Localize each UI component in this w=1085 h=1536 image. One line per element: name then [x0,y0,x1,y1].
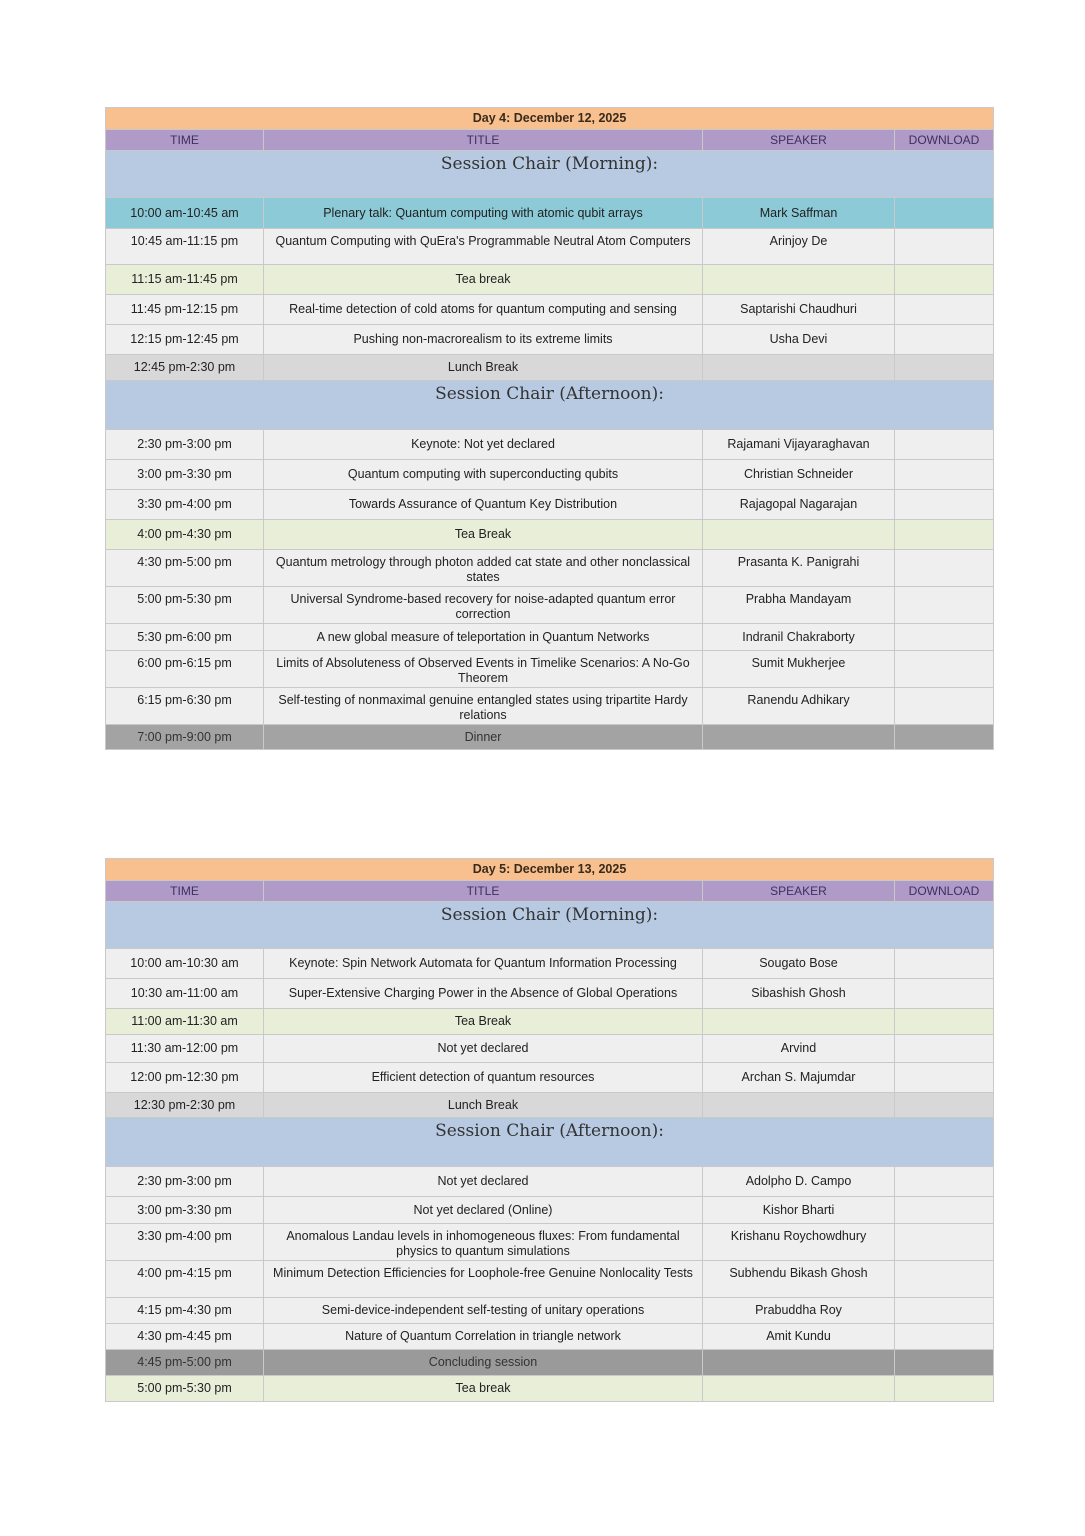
table-row [106,1197,994,1224]
time-cell: 10:30 am-11:00 am [106,979,264,1009]
time-cell: 4:15 pm-4:30 pm [106,1298,264,1324]
title-cell: Lunch Break [264,355,703,381]
day-title: Day 4: December 12, 2025 [106,108,994,130]
speaker-cell: Krishanu Roychowdhury [703,1224,895,1261]
download-cell[interactable] [895,355,994,381]
speaker-cell: Sougato Bose [703,949,895,979]
table-row [106,265,994,295]
download-cell[interactable] [895,1350,994,1376]
title-cell: Pushing non-macrorealism to its extreme limits [264,325,703,355]
speaker-cell [703,1376,895,1402]
table-row [106,355,994,381]
table-row [106,295,994,325]
table-row [106,1224,994,1261]
download-cell[interactable] [895,1224,994,1261]
download-cell[interactable] [895,550,994,587]
day-title: Day 5: December 13, 2025 [106,859,994,881]
speaker-cell: Subhendu Bikash Ghosh [703,1261,895,1298]
download-cell[interactable] [895,430,994,460]
title-cell: Semi-device-independent self-testing of unitary operations [264,1298,703,1324]
speaker-cell: Amit Kundu [703,1324,895,1350]
download-cell[interactable] [895,979,994,1009]
table-row [106,688,994,725]
day5-schedule-table [105,858,994,1402]
download-cell[interactable] [895,1167,994,1197]
table-row [106,1298,994,1324]
table-row [106,624,994,651]
speaker-cell [703,1093,895,1118]
title-cell: Not yet declared [264,1167,703,1197]
column-header-download: DOWNLOAD [895,130,994,151]
title-cell: Anomalous Landau levels in inhomogeneous fluxes: From fundamental physics to quantum simulations [264,1224,703,1261]
column-header-title: TITLE [264,130,703,151]
time-cell: 3:30 pm-4:00 pm [106,490,264,520]
speaker-cell: Arvind [703,1035,895,1063]
table-row [106,1035,994,1063]
time-cell: 7:00 pm-9:00 pm [106,725,264,750]
title-cell: Nature of Quantum Correlation in triangle network [264,1324,703,1350]
table-row [106,430,994,460]
speaker-cell [703,520,895,550]
title-cell: Efficient detection of quantum resources [264,1063,703,1093]
session-chair-morning: Session Chair (Morning): [106,902,994,949]
speaker-cell: Christian Schneider [703,460,895,490]
title-cell: Minimum Detection Efficiencies for Loophole-free Genuine Nonlocality Tests [264,1261,703,1298]
time-cell: 12:00 pm-12:30 pm [106,1063,264,1093]
download-cell[interactable] [895,295,994,325]
title-cell: Concluding session [264,1350,703,1376]
column-header-download: DOWNLOAD [895,881,994,902]
speaker-cell: Archan S. Majumdar [703,1063,895,1093]
speaker-cell: Adolpho D. Campo [703,1167,895,1197]
table-row [106,651,994,688]
speaker-cell: Indranil Chakraborty [703,624,895,651]
speaker-cell: Rajagopal Nagarajan [703,490,895,520]
speaker-cell: Saptarishi Chaudhuri [703,295,895,325]
table-row [106,550,994,587]
time-cell: 11:15 am-11:45 pm [106,265,264,295]
speaker-cell: Prasanta K. Panigrahi [703,550,895,587]
table-row [106,490,994,520]
title-cell: Not yet declared [264,1035,703,1063]
speaker-cell: Mark Saffman [703,198,895,229]
download-cell[interactable] [895,587,994,624]
table-row [106,1324,994,1350]
table-row [106,520,994,550]
time-cell: 10:00 am-10:45 am [106,198,264,229]
time-cell: 10:00 am-10:30 am [106,949,264,979]
download-cell[interactable] [895,1324,994,1350]
title-cell: Real-time detection of cold atoms for quantum computing and sensing [264,295,703,325]
table-row [106,1376,994,1402]
title-cell: Tea Break [264,1009,703,1035]
download-cell[interactable] [895,949,994,979]
title-cell: Limits of Absoluteness of Observed Events in Timelike Scenarios: A No-Go Theorem [264,651,703,688]
table-row [106,325,994,355]
download-cell[interactable] [895,520,994,550]
table-row [106,587,994,624]
title-cell: Keynote: Spin Network Automata for Quantum Information Processing [264,949,703,979]
table-row [106,979,994,1009]
time-cell: 11:00 am-11:30 am [106,1009,264,1035]
speaker-cell [703,1350,895,1376]
download-cell[interactable] [895,490,994,520]
speaker-cell: Sumit Mukherjee [703,651,895,688]
time-cell: 12:30 pm-2:30 pm [106,1093,264,1118]
table-row [106,949,994,979]
time-cell: 5:00 pm-5:30 pm [106,1376,264,1402]
title-cell: Quantum metrology through photon added cat state and other nonclassical states [264,550,703,587]
download-cell[interactable] [895,624,994,651]
title-cell: Quantum Computing with QuEra's Programmable Neutral Atom Computers [264,229,703,265]
download-cell[interactable] [895,265,994,295]
download-cell[interactable] [895,1063,994,1093]
title-cell: Tea break [264,265,703,295]
title-cell: Universal Syndrome-based recovery for noise-adapted quantum error correction [264,587,703,624]
download-cell[interactable] [895,1298,994,1324]
table-row [106,725,994,750]
title-cell: Super-Extensive Charging Power in the Absence of Global Operations [264,979,703,1009]
time-cell: 5:00 pm-5:30 pm [106,587,264,624]
title-cell: Not yet declared (Online) [264,1197,703,1224]
speaker-cell: Ranendu Adhikary [703,688,895,725]
title-cell: Self-testing of nonmaximal genuine entangled states using tripartite Hardy relations [264,688,703,725]
time-cell: 3:00 pm-3:30 pm [106,1197,264,1224]
title-cell: Lunch Break [264,1093,703,1118]
table-row [106,1009,994,1035]
table-row [106,1261,994,1298]
time-cell: 2:30 pm-3:00 pm [106,1167,264,1197]
download-cell[interactable] [895,325,994,355]
session-chair-afternoon: Session Chair (Afternoon): [106,1118,994,1167]
download-cell[interactable] [895,1376,994,1402]
table-row [106,1350,994,1376]
speaker-cell: Arinjoy De [703,229,895,265]
time-cell: 11:45 pm-12:15 pm [106,295,264,325]
session-chair-afternoon: Session Chair (Afternoon): [106,381,994,430]
title-cell: Keynote: Not yet declared [264,430,703,460]
speaker-cell: Usha Devi [703,325,895,355]
download-cell[interactable] [895,1035,994,1063]
time-cell: 10:45 am-11:15 pm [106,229,264,265]
download-cell[interactable] [895,198,994,229]
download-cell[interactable] [895,1093,994,1118]
time-cell: 12:15 pm-12:45 pm [106,325,264,355]
download-cell[interactable] [895,1009,994,1035]
table-row [106,460,994,490]
speaker-cell: Prabha Mandayam [703,587,895,624]
table-row [106,198,994,229]
time-cell: 3:00 pm-3:30 pm [106,460,264,490]
speaker-cell [703,725,895,750]
download-cell[interactable] [895,460,994,490]
column-header-time: TIME [106,130,264,151]
title-cell: Dinner [264,725,703,750]
table-row [106,1093,994,1118]
speaker-cell [703,265,895,295]
speaker-cell: Rajamani Vijayaraghavan [703,430,895,460]
column-header-speaker: SPEAKER [703,130,895,151]
day4-schedule-table [105,107,994,750]
table-row [106,1167,994,1197]
download-cell[interactable] [895,688,994,725]
download-cell[interactable] [895,651,994,688]
column-header-time: TIME [106,881,264,902]
time-cell: 5:30 pm-6:00 pm [106,624,264,651]
time-cell: 12:45 pm-2:30 pm [106,355,264,381]
table-row [106,229,994,265]
title-cell: Towards Assurance of Quantum Key Distribution [264,490,703,520]
time-cell: 3:30 pm-4:00 pm [106,1224,264,1261]
speaker-cell [703,1009,895,1035]
speaker-cell [703,355,895,381]
speaker-cell: Kishor Bharti [703,1197,895,1224]
table-row [106,1063,994,1093]
time-cell: 4:45 pm-5:00 pm [106,1350,264,1376]
title-cell: Plenary talk: Quantum computing with atomic qubit arrays [264,198,703,229]
speaker-cell: Prabuddha Roy [703,1298,895,1324]
time-cell: 6:00 pm-6:15 pm [106,651,264,688]
download-cell[interactable] [895,1197,994,1224]
time-cell: 4:00 pm-4:30 pm [106,520,264,550]
session-chair-morning: Session Chair (Morning): [106,151,994,198]
download-cell[interactable] [895,725,994,750]
download-cell[interactable] [895,1261,994,1298]
download-cell[interactable] [895,229,994,265]
column-header-speaker: SPEAKER [703,881,895,902]
speaker-cell: Sibashish Ghosh [703,979,895,1009]
column-header-title: TITLE [264,881,703,902]
title-cell: Tea break [264,1376,703,1402]
time-cell: 4:30 pm-4:45 pm [106,1324,264,1350]
title-cell: A new global measure of teleportation in Quantum Networks [264,624,703,651]
time-cell: 2:30 pm-3:00 pm [106,430,264,460]
time-cell: 6:15 pm-6:30 pm [106,688,264,725]
time-cell: 4:30 pm-5:00 pm [106,550,264,587]
time-cell: 11:30 am-12:00 pm [106,1035,264,1063]
title-cell: Quantum computing with superconducting qubits [264,460,703,490]
title-cell: Tea Break [264,520,703,550]
time-cell: 4:00 pm-4:15 pm [106,1261,264,1298]
